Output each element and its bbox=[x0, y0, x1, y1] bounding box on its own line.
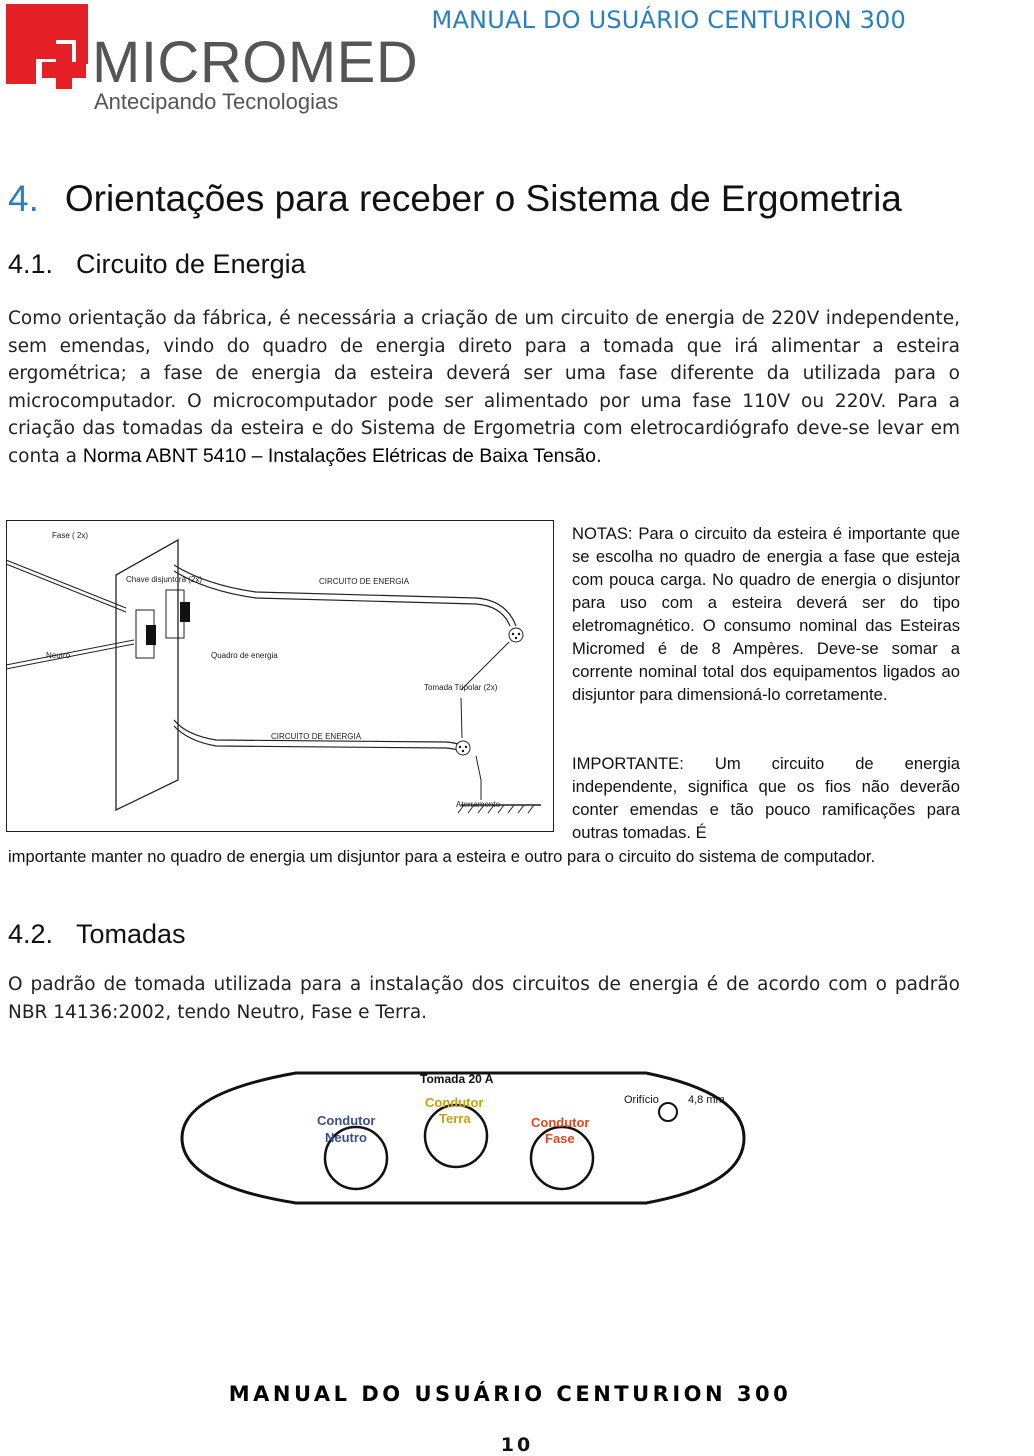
outlet-2 bbox=[456, 741, 470, 755]
breaker-switch-2 bbox=[180, 602, 190, 622]
paragraph-end: . bbox=[595, 445, 602, 467]
footer-title: MANUAL DO USUÁRIO CENTURION 300 bbox=[228, 1382, 792, 1406]
section-title: Orientações para receber o Sistema de Ergometria bbox=[64, 178, 902, 219]
logo-tagline: Antecipando Tecnologias bbox=[94, 89, 339, 114]
subsection-number: 4.2. bbox=[8, 919, 54, 949]
label-fase-2: Fase bbox=[545, 1131, 575, 1146]
label-circuito-top: CIRCUITO DE ENERGIA bbox=[319, 577, 410, 586]
label-circuito-bottom: CIRCUITO DE ENERGIA bbox=[271, 732, 362, 741]
outlet-1 bbox=[509, 628, 523, 642]
label-fase: Fase ( 2x) bbox=[52, 531, 89, 540]
label-fase-1: Condutor bbox=[531, 1115, 590, 1130]
label-neutro: Neutro bbox=[46, 651, 71, 660]
subsection-title: Tomadas bbox=[76, 919, 186, 949]
breaker-switch-1 bbox=[146, 625, 156, 645]
label-aterramento: Aterramento bbox=[456, 800, 501, 809]
circuit-diagram bbox=[6, 520, 554, 832]
socket-diagram bbox=[176, 1063, 750, 1213]
important-continuation: importante manter no quadro de energia um disjuntor para a esteira e outro para o circuito do sistema de computador. bbox=[8, 847, 876, 866]
paragraph-sockets: O padrão de tomada utilizada para a instalação dos circuitos de energia é de acordo com o padrão NBR 14136:2002, tendo Neutro, Fase e Terra. bbox=[8, 974, 960, 1023]
label-chave: Chave disjuntora (2x) bbox=[126, 575, 203, 584]
subsection-heading-4-2 bbox=[8, 919, 186, 950]
logo-text: MICROMED bbox=[92, 30, 419, 95]
label-terra-1: Condutor bbox=[425, 1095, 484, 1110]
notes-text: NOTAS: Para o circuito da esteira é importante que se escolha no quadro de energia a fase que esteja com pouca carga. No quadro de energia o disjuntor para uso com a esteira deverá ser do tipo eletromagnético. O consumo nominal das Esteiras Micromed é de 8 Ampères. Deve-se somar a corrente nominal total dos equipamentos ligados ao disjuntor para dimensioná-lo corretamente. bbox=[572, 524, 960, 704]
label-neutro-2: Neutro bbox=[325, 1130, 367, 1145]
micromed-cross-icon bbox=[6, 4, 88, 89]
important-text: IMPORTANTE: Um circuito de energia independente, significa que os fios não deverão conter emendas e tão pouco ramificações para outras tomadas. É bbox=[572, 754, 960, 842]
paragraph-circuit bbox=[8, 305, 960, 470]
subsection-title: Circuito de Energia bbox=[76, 249, 306, 279]
section-heading bbox=[8, 178, 902, 220]
page-number: 10 bbox=[500, 1434, 534, 1456]
hole-orificio bbox=[659, 1103, 677, 1121]
section-number: 4. bbox=[8, 178, 39, 219]
subsection-number: 4.1. bbox=[8, 249, 54, 279]
label-orificio-size: 4,8 mm bbox=[688, 1094, 725, 1106]
label-quadro: Quadro de energia bbox=[211, 651, 278, 660]
subsection-heading-4-1 bbox=[8, 249, 306, 280]
label-neutro-1: Condutor bbox=[317, 1113, 376, 1128]
label-terra-2: Terra bbox=[439, 1111, 471, 1126]
paragraph-text: Como orientação da fábrica, é necessária a criação de um circuito de energia de 220V independente, sem emendas, vindo do quadro de energia direto para a tomada que irá alimentar a esteira ergométrica; a fase de energia da esteira deverá ser uma fase diferente da utilizada para o microcomputador. O microcomputador pode ser alimentado por uma fase 110V ou 220V. Para a criação das tomadas da esteira e do Sistema de Ergometria com eletrocardiógrafo deve-se levar em conta a bbox=[8, 308, 960, 467]
socket-title: Tomada 20 A bbox=[420, 1072, 494, 1086]
micromed-logo bbox=[6, 4, 419, 114]
standard-reference: Norma ABNT 5410 – Instalações Elétricas de Baixa Tensão bbox=[82, 444, 596, 467]
label-tomada: Tomada Tripolar (2x) bbox=[424, 683, 498, 692]
header-title: MANUAL DO USUÁRIO CENTURION 300 bbox=[431, 6, 906, 34]
label-orificio: Orifício bbox=[624, 1094, 659, 1106]
